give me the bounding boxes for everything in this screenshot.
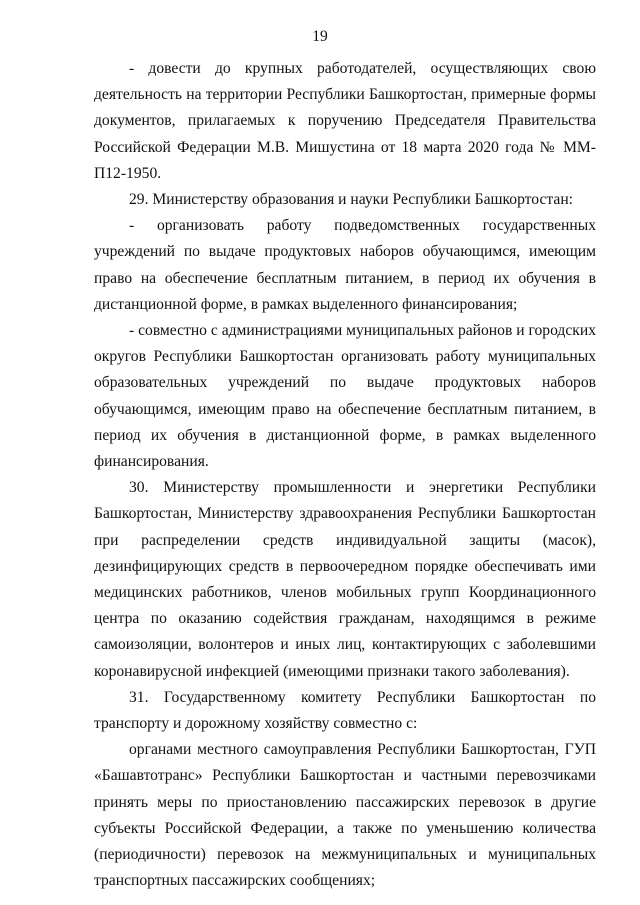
paragraph-item-29-municipal-institutions: - совместно с администрациями муниципальных районов и городских округов Республики Башкортостан организовать работу муниципальных образовательных учреждений по выдаче продуктовых наборов обучающимся, имеющим право на обеспечение бесплатным питанием, в период их обучения в дистанционной форме, в рамках выделенного финансирования. — [94, 322, 596, 471]
paragraph-send-forms-to-employers: - довести до крупных работодателей, осуществляющих свою деятельность на территории Республики Башкортостан, примерные формы документов, прилагаемых к поручению Председателя Правительства Российской Федерации М.В. Мишустина от 18 марта 2020 года № ММ-П12-1950. — [94, 60, 596, 182]
paragraph-item-31-heading: 31. Государственному комитету Республики Башкортостан по транспорту и дорожному хозяйству совместно с: — [94, 688, 596, 733]
paragraph-item-29-subordinate-institutions: - организовать работу подведомственных государственных учреждений по выдаче продуктовых наборов обучающимся, имеющим право на обеспечение бесплатным питанием, в период их обучения в дистанционной форме, в рамках выделенного финансирования; — [94, 217, 596, 313]
page-number: 19 — [312, 28, 328, 45]
paragraph-item-29-heading: 29. Министерству образования и науки Республики Башкортостан: — [129, 191, 573, 209]
paragraph-item-31-transport-measures: органами местного самоуправления Республики Башкортостан, ГУП «Башавтотранс» Республики Башкортостан и частными перевозчиками принять меры по приостановлению пассажирских перевозок в другие субъекты Российской Федерации, а также по уменьшению количества (периодичности) перевозок на межмуниципальных и муниципальных транспортных пассажирских сообщениях; — [94, 741, 596, 890]
paragraph-item-30: 30. Министерству промышленности и энергетики Республики Башкортостан, Министерству здравоохранения Республики Башкортостан при распределении средств индивидуальной защиты (масок), дезинфицирующих средств в первоочередном порядке обеспечивать ими медицинских работников, членов мобильных групп Координационного центра по оказанию содействия гражданам, находящимся в режиме самоизоляции, волонтеров и иных лиц, контактирующих с заболевшими коронавирусной инфекцией (имеющими признаки такого заболевания). — [94, 479, 596, 680]
document-body — [94, 56, 596, 895]
